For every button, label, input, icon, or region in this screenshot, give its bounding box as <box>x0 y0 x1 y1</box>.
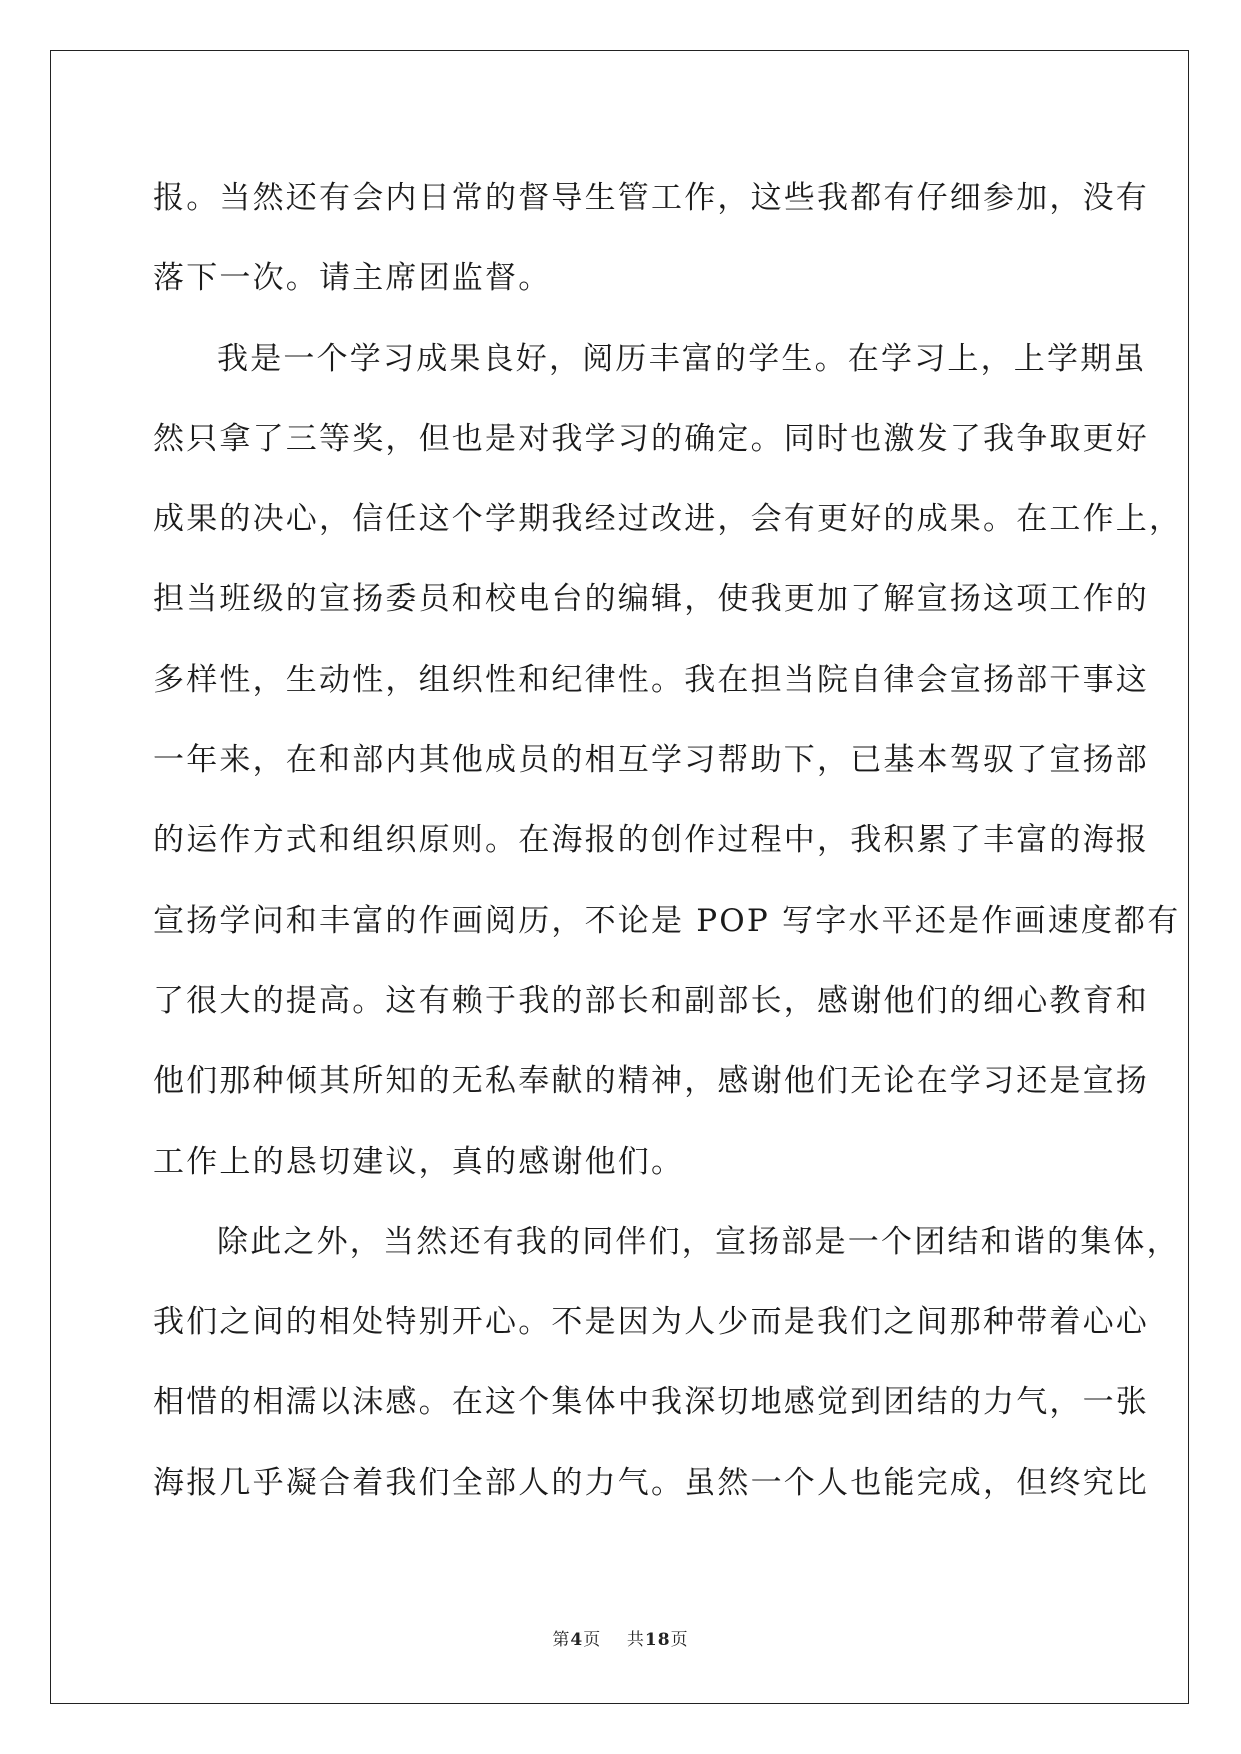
current-page-number: 4 <box>570 1630 584 1650</box>
text-line: 的运作方式和组织原则。在海报的创作过程中，我积累了丰富的海报 <box>153 822 1149 859</box>
page-prefix: 第 <box>552 1630 571 1650</box>
text-line: 成果的决心，信任这个学期我经过改进，会有更好的成果。在工作上， <box>153 501 1183 538</box>
text-line: 宣扬学问和丰富的作画阅历，不论是 POP 写字水平还是作画速度都有 <box>153 902 1181 939</box>
text-line: 相惜的相濡以沫感。在这个集体中我深切地感觉到团结的力气，一张 <box>153 1384 1149 1421</box>
document-body <box>153 158 1183 1523</box>
text-line: 报。当然还有会内日常的督导生管工作，这些我都有仔细参加，没有 <box>153 180 1149 216</box>
text-line: 然只拿了三等奖，但也是对我学习的确定。同时也激发了我争取更好 <box>153 420 1149 457</box>
total-prefix: 共 <box>626 1630 645 1650</box>
text-line: 多样性，生动性，组织性和纪律性。我在担当院自律会宣扬部干事这 <box>153 661 1149 698</box>
page-word: 页 <box>583 1630 602 1650</box>
text-line: 我们之间的相处特别开心。不是因为人少而是我们之间那种带着心心 <box>153 1304 1149 1341</box>
text-line: 工作上的恳切建议，真的感谢他们。 <box>153 1143 685 1180</box>
text-line: 了很大的提高。这有赖于我的部长和副部长，感谢他们的细心教育和 <box>153 982 1149 1019</box>
text-line: 他们那种倾其所知的无私奉献的精神，感谢他们无论在学习还是宣扬 <box>153 1063 1149 1100</box>
text-line: 一年来，在和部内其他成员的相互学习帮助下，已基本驾驭了宣扬部 <box>153 742 1149 779</box>
total-page-count: 18 <box>644 1630 671 1650</box>
text-line: 落下一次。请主席团监督。 <box>153 260 552 297</box>
text-line: 担当班级的宣扬委员和校电台的编辑，使我更加了解宣扬这项工作的 <box>153 581 1149 618</box>
text-line: 除此之外，当然还有我的同伴们，宣扬部是一个团结和谐的集体， <box>217 1223 1180 1260</box>
text-line: 我是一个学习成果良好，阅历丰富的学生。在学习上，上学期虽 <box>217 340 1147 377</box>
page-number-footer <box>0 1625 1241 1650</box>
text-line: 海报几乎凝合着我们全部人的力气。虽然一个人也能完成，但终究比 <box>153 1464 1149 1501</box>
total-suffix: 页 <box>670 1630 689 1650</box>
